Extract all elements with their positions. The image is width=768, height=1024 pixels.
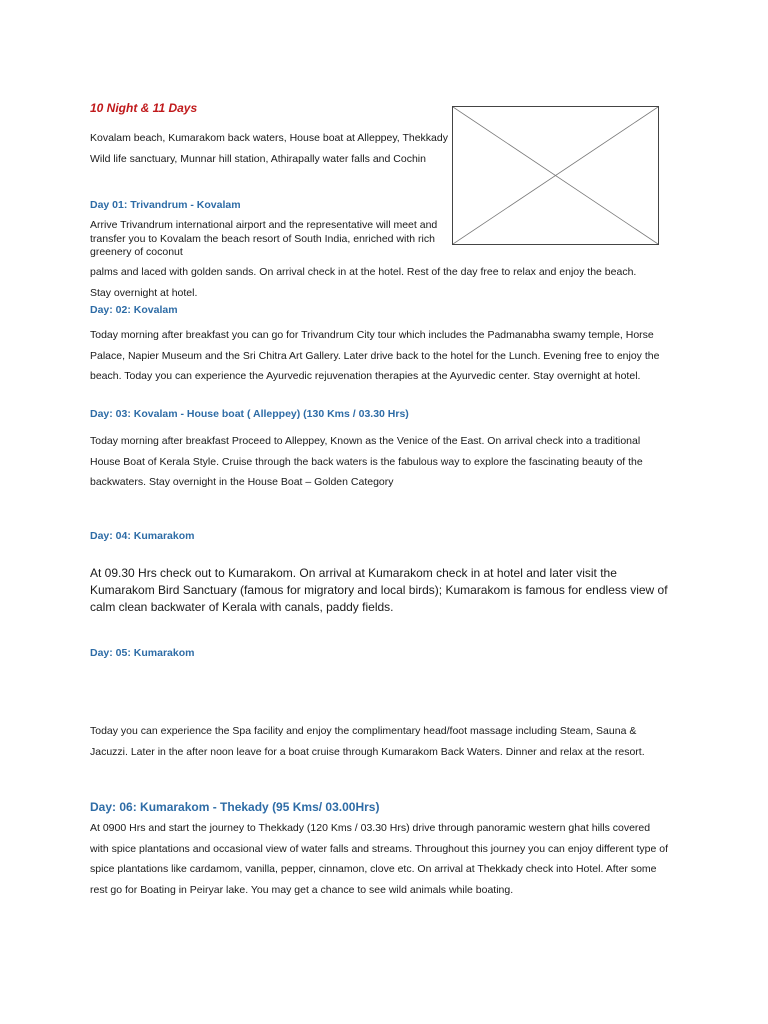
day-01-text-bottom: palms and laced with golden sands. On arrival check in at the hotel. Rest of the day free to relax and enjoy the beach. Stay overnight at hotel. (90, 266, 637, 299)
day-05-heading: Day: 05: Kumarakom (90, 647, 195, 659)
day-04-heading: Day: 04: Kumarakom (90, 530, 195, 542)
day-06-heading: Day: 06: Kumarakom - Thekady (95 Kms/ 03.00Hrs) (90, 800, 380, 814)
day-05-text: Today you can experience the Spa facility and enjoy the complimentary head/foot massage including Steam, Sauna & Jacuzzi. Later in the after noon leave for a boat cruise through Kumarakom Back Waters. Dinner and relax at the resort. (90, 725, 645, 758)
day-01-text-top: Arrive Trivandrum international airport and the representative will meet and transfer you to Kovalam the beach resort of South India, enriched with rich greenery of coconut (90, 219, 438, 258)
day-04-text: At 09.30 Hrs check out to Kumarakom. On arrival at Kumarakom check in at hotel and later visit the Kumarakom Bird Sanctuary (famous for migratory and local birds); Kumarakom is famous for endless view of calm clean backwater of Kerala with canals, paddy fields. (90, 566, 668, 614)
image-placeholder (452, 106, 659, 245)
itinerary-title: 10 Night & 11 Days (90, 101, 198, 115)
intro-paragraph: Kovalam beach, Kumarakom back waters, House boat at Alleppey, Thekkady Wild life sanctuary, Munnar hill station, Athirapally water falls and Cochin (90, 132, 448, 165)
image-placeholder-cross (453, 107, 658, 244)
day-02-text: Today morning after breakfast you can go for Trivandrum City tour which includes the Padmanabha swamy temple, Horse Palace, Napier Museum and the Sri Chitra Art Gallery. Later drive back to the hotel for the Lunch. Evening free to enjoy the beach. Today you can experience the Ayurvedic rejuvenation therapies at the Ayurvedic center. Stay overnight at hotel. (90, 329, 660, 382)
day-06-text: At 0900 Hrs and start the journey to Thekkady (120 Kms / 03.30 Hrs) drive through panoramic western ghat hills covered with spice plantations and occasional view of water falls and streams. Throughout this journey you can enjoy different type of spice plantations like cardamom, vanilla, pepper, cinnamon, clove etc. On arrival at Thekkady check into Hotel. After some rest go for Boating in Peiryar lake. You may get a chance to see wild animals while boating. (90, 822, 669, 896)
day-01-heading: Day 01: Trivandrum - Kovalam (90, 199, 241, 211)
day-03-text: Today morning after breakfast Proceed to Alleppey, Known as the Venice of the East. On arrival check into a traditional House Boat of Kerala Style. Cruise through the back waters is the fabulous way to explore the fascinating beauty of the backwaters. Stay overnight in the House Boat – Golden Category (90, 435, 643, 488)
day-02-heading: Day: 02: Kovalam (90, 304, 178, 316)
day-03-heading: Day: 03: Kovalam - House boat ( Alleppey) (130 Kms / 03.30 Hrs) (90, 408, 409, 420)
